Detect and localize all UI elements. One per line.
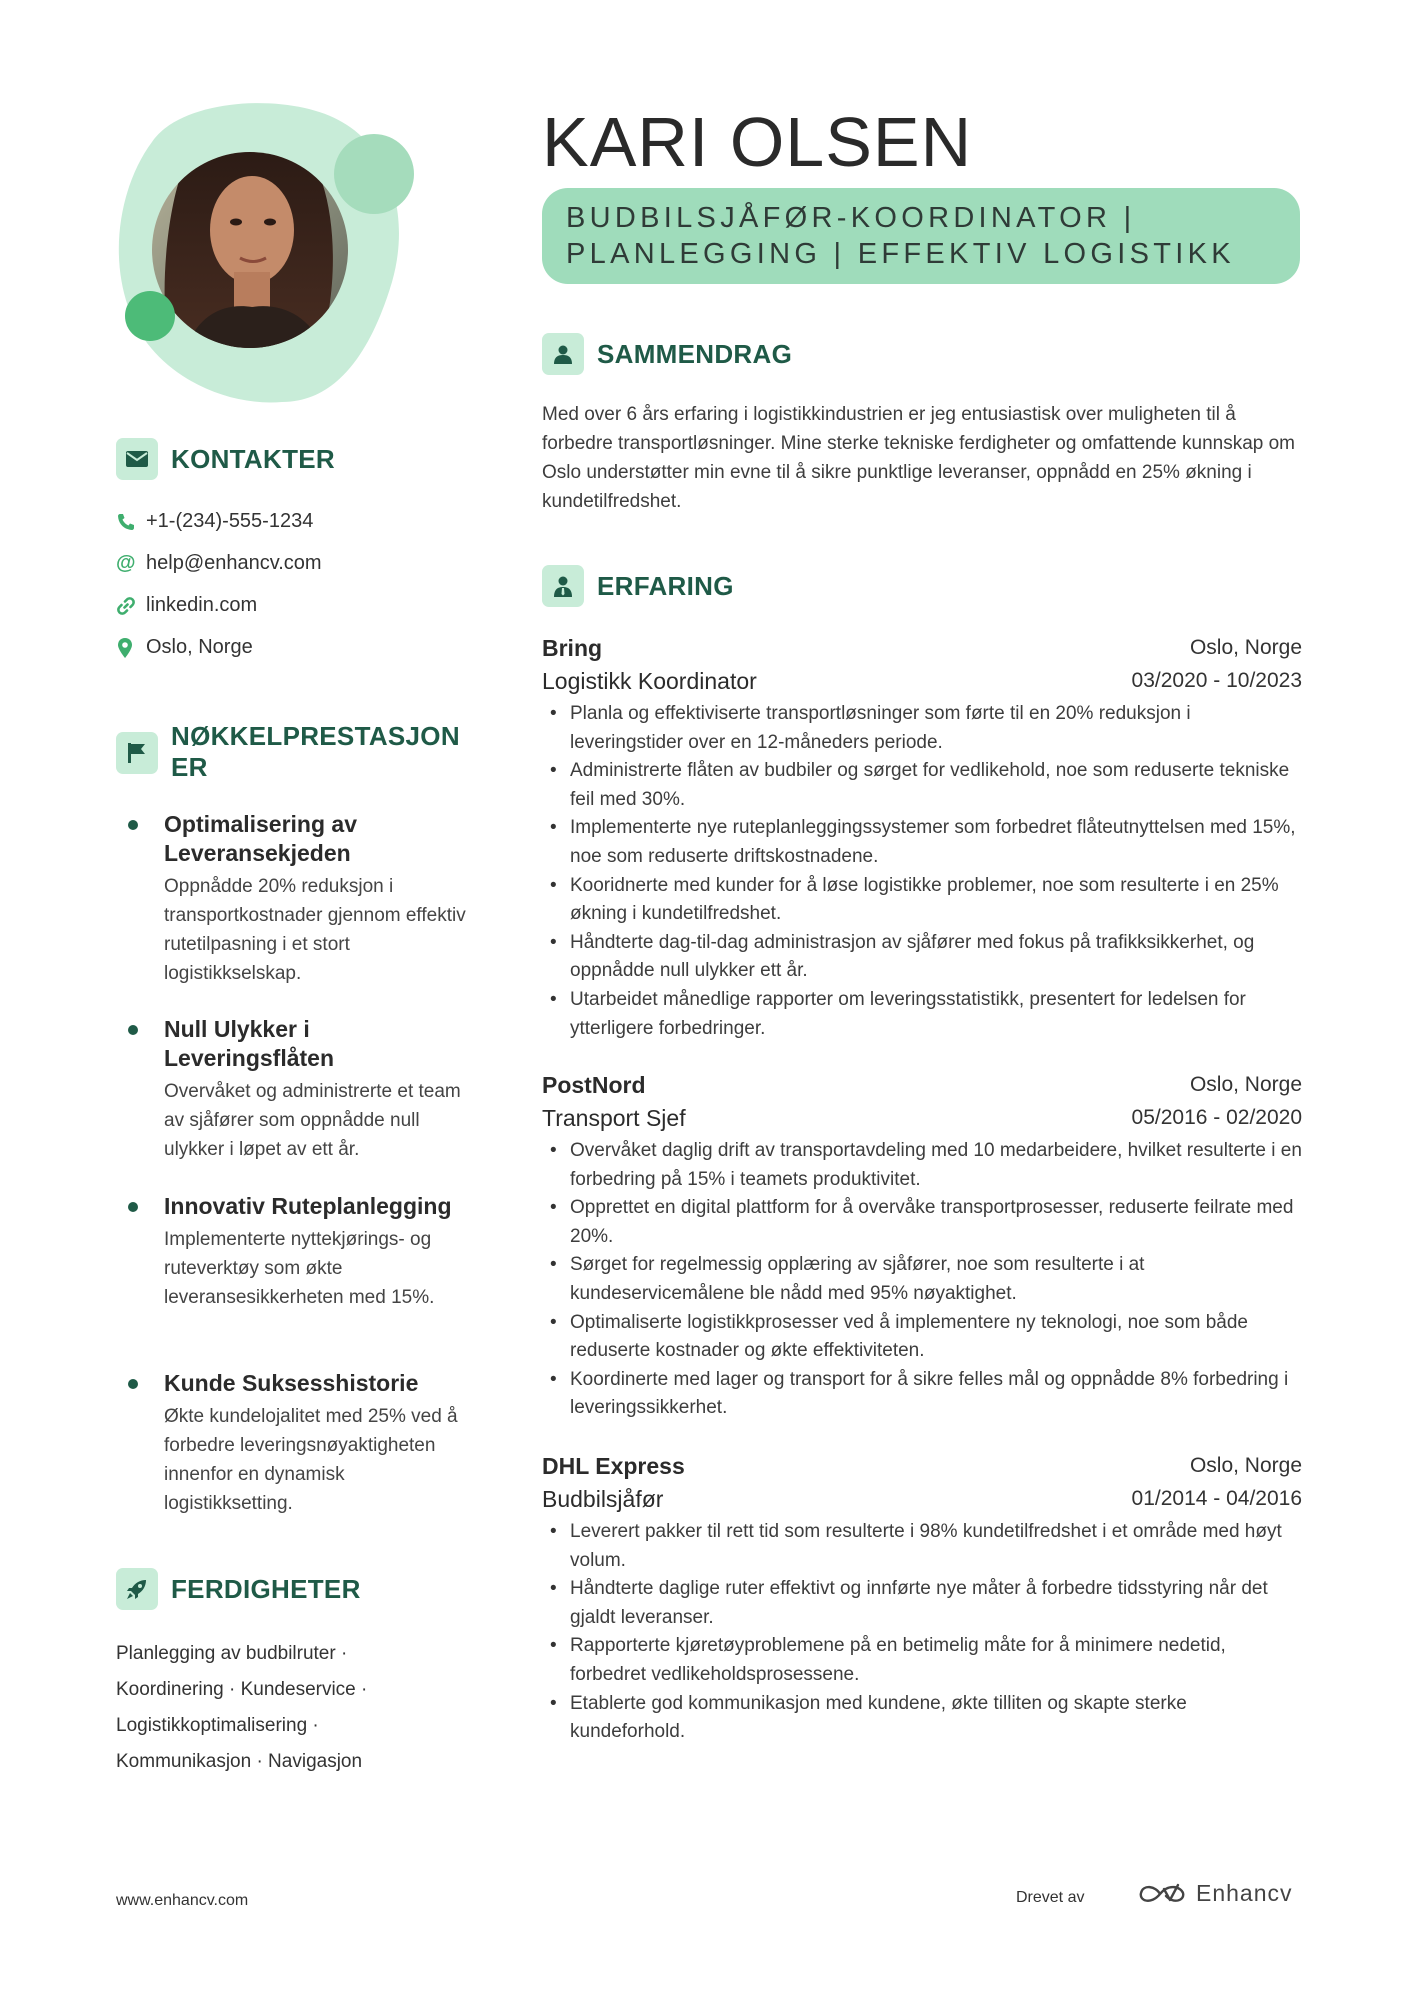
job-role: Transport Sjef: [542, 1105, 686, 1131]
job-location: Oslo, Norge: [1189, 1073, 1302, 1096]
rocket-icon: [116, 1568, 158, 1610]
job-company: Bring: [542, 635, 603, 661]
achievements-heading-line1: NØKKELPRESTASJON: [171, 721, 460, 751]
job-bullet: • Administrerte flåten av budbiler og sørget for vedlikehold, noe som reduserte tekniske feil med 30%.: [570, 757, 1302, 814]
job-location: Oslo, Norge: [1189, 1454, 1302, 1477]
user-icon: [542, 333, 584, 375]
bullet-dot: [128, 1379, 138, 1389]
skills-line: Planlegging av budbilruter ·: [116, 1643, 348, 1664]
job-company: PostNord: [542, 1072, 646, 1098]
job-bullet: • Optimaliserte logistikkprosesser ved å implementere ny teknologi, noe som både reduserte kostnader og økte effektiviteten.: [570, 1309, 1302, 1366]
achievement-item: [128, 810, 478, 988]
profile-photo: [112, 102, 430, 408]
achievement-description: Implementerte nyttekjørings- og ruteverktøy som økte leveransesikkerheten med 15%.: [164, 1229, 435, 1308]
flag-icon: [116, 732, 158, 774]
bullet-dot: [128, 1202, 138, 1212]
contact-email[interactable]: [116, 552, 322, 575]
job-bullet: • Utarbeidet månedlige rapporter om leveringsstatistikk, presentert for ledelsen for ytterligere forbedringer.: [570, 986, 1302, 1043]
bullet-dot: [128, 820, 138, 830]
link-icon: [116, 596, 140, 616]
job-bullet: • Håndterte dag-til-dag administrasjon av sjåfører med fokus på trafikksikkerhet, og oppnådde null ulykker ett år.: [570, 929, 1302, 986]
job-dates: 05/2016 - 02/2020: [1131, 1106, 1302, 1129]
achievement-title: Optimalisering av Leveransekjeden: [164, 811, 358, 866]
experience-heading: ERFARING: [597, 571, 734, 601]
achievements-heading: [171, 721, 471, 783]
achievement-description: Økte kundelojalitet med 25% ved å forbedre leveringsnøyaktigheten innenfor en dynamisk logistikksetting.: [164, 1406, 458, 1514]
achievement-description: Oppnådde 20% reduksjon i transportkostnader gjennom effektiv rutetilpasning i et stort logistikkselskap.: [164, 876, 466, 984]
bullet-dot: [128, 1025, 138, 1035]
at-icon: @: [116, 552, 136, 574]
location-pin-icon: [116, 637, 140, 659]
job-dates: 03/2020 - 10/2023: [1131, 669, 1302, 692]
skills-list: [116, 1636, 406, 1780]
headline-line: PLANLEGGING | EFFEKTIV LOGISTIKK: [566, 238, 1235, 270]
headline-box: [542, 188, 1300, 284]
job-entry: [542, 1450, 1302, 1747]
job-bullet: • Håndterte daglige ruter effektivt og innførte nye måter å forbedre tidsstyring når det gjaldt leveranser.: [570, 1575, 1302, 1632]
contact-location: [116, 636, 253, 659]
phone-icon: [116, 512, 140, 532]
enhancv-logo-icon: [1138, 1881, 1186, 1907]
contact-location-text: Oslo, Norge: [146, 636, 253, 658]
job-bullet: • Sørget for regelmessig opplæring av sjåfører, noe som resulterte i at kundeservicemålene ble nådd med 95% nøyaktighet.: [570, 1251, 1302, 1308]
job-bullets: [542, 1137, 1302, 1423]
job-bullet: • Koordinerte med lager og transport for å sikre felles mål og oppnådde 8% forbedring i leveringssikkerhet.: [570, 1366, 1302, 1423]
candidate-name: KARI OLSEN: [542, 103, 973, 181]
job-dates: 01/2014 - 04/2016: [1131, 1487, 1302, 1510]
achievement-item: [128, 1192, 478, 1312]
achievement-item: [128, 1369, 478, 1518]
job-bullet: • Kooridnerte med kunder for å løse logistikke problemer, noe som resulterte i en 25% økning i kundetilfredshet.: [570, 872, 1302, 929]
job-role: Budbilsjåfør: [542, 1486, 664, 1512]
summary-text: Med over 6 års erfaring i logistikkindustrien er jeg entusiastisk over muligheten til å forbedre transportløsninger. Mine sterke tekniske ferdigheter og omfattende kunnskap om Oslo understøtter min evne til å sikre punktlige leveranser, oppnådd en 25% økning i kundetilfredshet.: [542, 404, 1296, 512]
job-bullet: • Rapporterte kjøretøyproblemene på en betimelig måte for å minimere nedetid, forbedret vedlikeholdsprosessene.: [570, 1632, 1302, 1689]
footer-website-link[interactable]: www.enhancv.com: [116, 1892, 249, 1909]
skills-line: Koordinering · Kundeservice ·: [116, 1679, 368, 1700]
achievement-item: [128, 1015, 478, 1164]
contact-email-text: help@enhancv.com: [146, 552, 322, 574]
contact-linkedin-text: linkedin.com: [146, 594, 258, 616]
job-bullet: • Etablerte god kommunikasjon med kundene, økte tilliten og skapte sterke kundeforhold.: [570, 1690, 1302, 1747]
achievements-heading-line2: ER: [171, 752, 208, 782]
contacts-heading: KONTAKTER: [171, 444, 335, 474]
contact-phone[interactable]: [116, 510, 313, 533]
avatar: [112, 102, 430, 408]
enhancv-logo[interactable]: [1138, 1880, 1293, 1907]
powered-by-label: Drevet av: [1016, 1889, 1085, 1906]
contact-phone-text: +1-(234)-555-1234: [146, 510, 314, 532]
job-bullet: • Overvåket daglig drift av transportavdeling med 10 medarbeidere, hvilket resulterte i en forbedring på 15% i teamets produktivitet.: [570, 1137, 1302, 1194]
achievement-title: Innovativ Ruteplanlegging: [164, 1193, 452, 1219]
achievement-title: Kunde Suksesshistorie: [164, 1370, 419, 1396]
skills-line: Kommunikasjon · Navigasjon: [116, 1751, 363, 1772]
job-role: Logistikk Koordinator: [542, 668, 757, 694]
job-bullet: • Planla og effektiviserte transportløsninger som førte til en 20% reduksjon i leveringstider over en 12-måneders periode.: [570, 700, 1302, 757]
enhancv-logo-text: Enhancv: [1196, 1880, 1293, 1906]
summary-heading: SAMMENDRAG: [597, 339, 793, 369]
envelope-icon: [116, 438, 158, 480]
contact-linkedin[interactable]: [116, 594, 257, 617]
job-entry: [542, 1069, 1302, 1423]
achievement-description: Overvåket og administrerte et team av sjåfører som oppnådde null ulykker i løpet av ett år.: [164, 1081, 461, 1160]
skills-heading: FERDIGHETER: [171, 1574, 361, 1604]
job-bullet: • Opprettet en digital plattform for å overvåke transportprosesser, reduserte feilrate med 20%.: [570, 1194, 1302, 1251]
job-entry: [542, 632, 1302, 1043]
skills-line: Logistikkoptimalisering ·: [116, 1715, 319, 1736]
achievement-title: Null Ulykker i Leveringsflåten: [164, 1016, 334, 1071]
briefcase-user-icon: [542, 565, 584, 607]
job-bullets: [542, 700, 1302, 1043]
job-bullet: • Leverert pakker til rett tid som resulterte i 98% kundetilfredshet i et område med høyt volum.: [570, 1518, 1302, 1575]
headline-line: BUDBILSJÅFØR-KOORDINATOR |: [566, 202, 1136, 234]
job-location: Oslo, Norge: [1189, 636, 1302, 659]
job-bullets: [542, 1518, 1302, 1747]
job-company: DHL Express: [542, 1453, 685, 1479]
job-bullet: • Implementerte nye ruteplanleggingssystemer som forbedret flåteutnyttelsen med 15%, noe som reduserte driftskostnadene.: [570, 814, 1302, 871]
